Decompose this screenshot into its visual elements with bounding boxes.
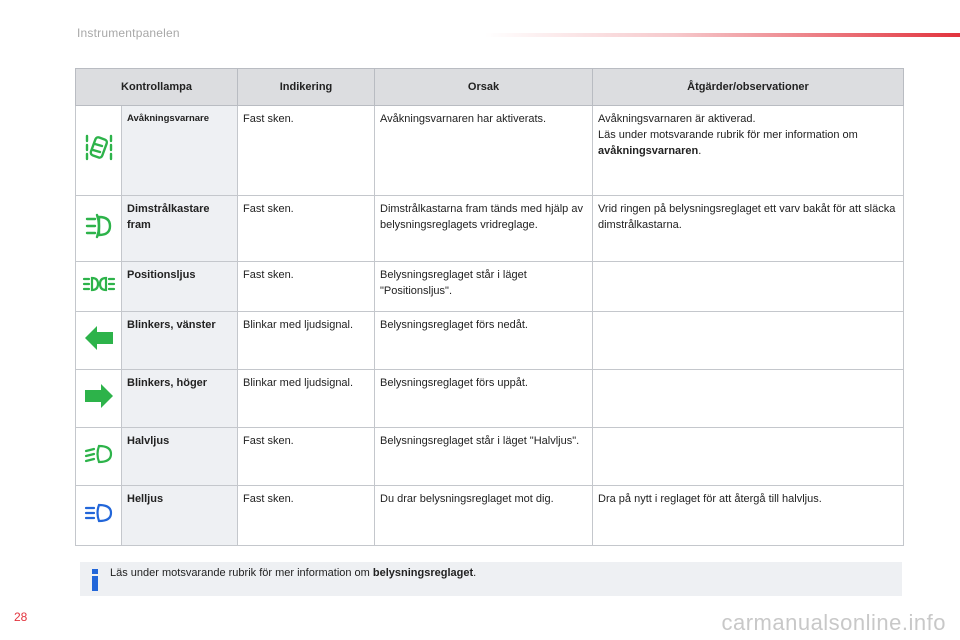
left-arrow-icon xyxy=(82,321,116,355)
action-text: Vrid ringen på belysningsreglaget ett varv bakåt för att släcka dimstrålkastarna. xyxy=(593,196,904,262)
action-text xyxy=(593,312,904,370)
indicator-name: Avåkningsvarnare xyxy=(122,106,238,196)
cause-text: Belysningsreglaget står i läget "Positionsljus". xyxy=(375,262,593,312)
indication-text: Fast sken. xyxy=(238,106,375,196)
indicator-table xyxy=(75,68,904,546)
action-text xyxy=(593,370,904,428)
action-line: Läs under motsvarande rubrik för mer information om xyxy=(598,129,858,141)
info-bold: belysningsreglaget xyxy=(372,567,474,579)
column-header: Kontrollampa xyxy=(76,69,238,106)
indication-text: Blinkar med ljudsignal. xyxy=(238,312,375,370)
header-accent-bar xyxy=(485,33,960,37)
indicator-name: Blinkers, vänster xyxy=(122,312,238,370)
page-number: 28 xyxy=(14,610,28,624)
action-text: Dra på nytt i reglaget för att återgå till halvljus. xyxy=(593,486,904,546)
indication-text: Fast sken. xyxy=(238,196,375,262)
indicator-name: Helljus xyxy=(122,486,238,546)
low-beam-icon xyxy=(82,437,116,471)
right-arrow-icon xyxy=(82,379,116,413)
indicator-name: Positionsljus xyxy=(122,262,238,312)
cause-text: Dimstrålkastarna fram tänds med hjälp av belysningsreglagets vridreglage. xyxy=(375,196,593,262)
indication-text: Blinkar med ljudsignal. xyxy=(238,370,375,428)
position-lights-icon xyxy=(82,267,116,301)
front-fog-lamp-icon xyxy=(82,209,116,243)
high-beam-icon xyxy=(82,496,116,530)
action-text xyxy=(593,428,904,486)
section-title: Instrumentpanelen xyxy=(77,26,180,40)
info-text: Läs under motsvarande rubrik för mer information om belysningsreglaget. xyxy=(110,567,477,579)
table-row xyxy=(76,106,904,196)
driver-alert-icon xyxy=(82,131,116,165)
cause-text: Avåkningsvarnaren har aktiverats. xyxy=(375,106,593,196)
table-row xyxy=(76,312,904,370)
indicator-name: Blinkers, höger xyxy=(122,370,238,428)
cause-text: Belysningsreglaget förs nedåt. xyxy=(375,312,593,370)
table-row xyxy=(76,196,904,262)
cause-text: Belysningsreglaget står i läget "Halvljus". xyxy=(375,428,593,486)
cause-text: Belysningsreglaget förs uppåt. xyxy=(375,370,593,428)
action-line: Avåkningsvarnaren är aktiverad. xyxy=(598,113,756,125)
action-text xyxy=(593,262,904,312)
watermark: carmanualsonline.info xyxy=(721,610,946,635)
column-header: Orsak xyxy=(375,69,593,106)
column-header: Åtgärder/observationer xyxy=(593,69,904,106)
indicator-name: Halvljus xyxy=(122,428,238,486)
column-header: Indikering xyxy=(238,69,375,106)
indication-text: Fast sken. xyxy=(238,486,375,546)
indication-text: Fast sken. xyxy=(238,428,375,486)
table-row xyxy=(76,370,904,428)
action-bold: avåkningsvarnaren xyxy=(598,145,699,157)
table-row xyxy=(76,486,904,546)
action-text: Avåkningsvarnaren är aktiverad. Läs under motsvarande rubrik för mer information om avåkningsvarnaren. xyxy=(593,106,904,196)
info-icon xyxy=(88,569,102,591)
indicator-name: Dimstrålkastare fram xyxy=(122,196,238,262)
table-row xyxy=(76,428,904,486)
info-note xyxy=(80,562,902,596)
indication-text: Fast sken. xyxy=(238,262,375,312)
cause-text: Du drar belysningsreglaget mot dig. xyxy=(375,486,593,546)
table-header-row xyxy=(76,69,904,106)
table-row xyxy=(76,262,904,312)
